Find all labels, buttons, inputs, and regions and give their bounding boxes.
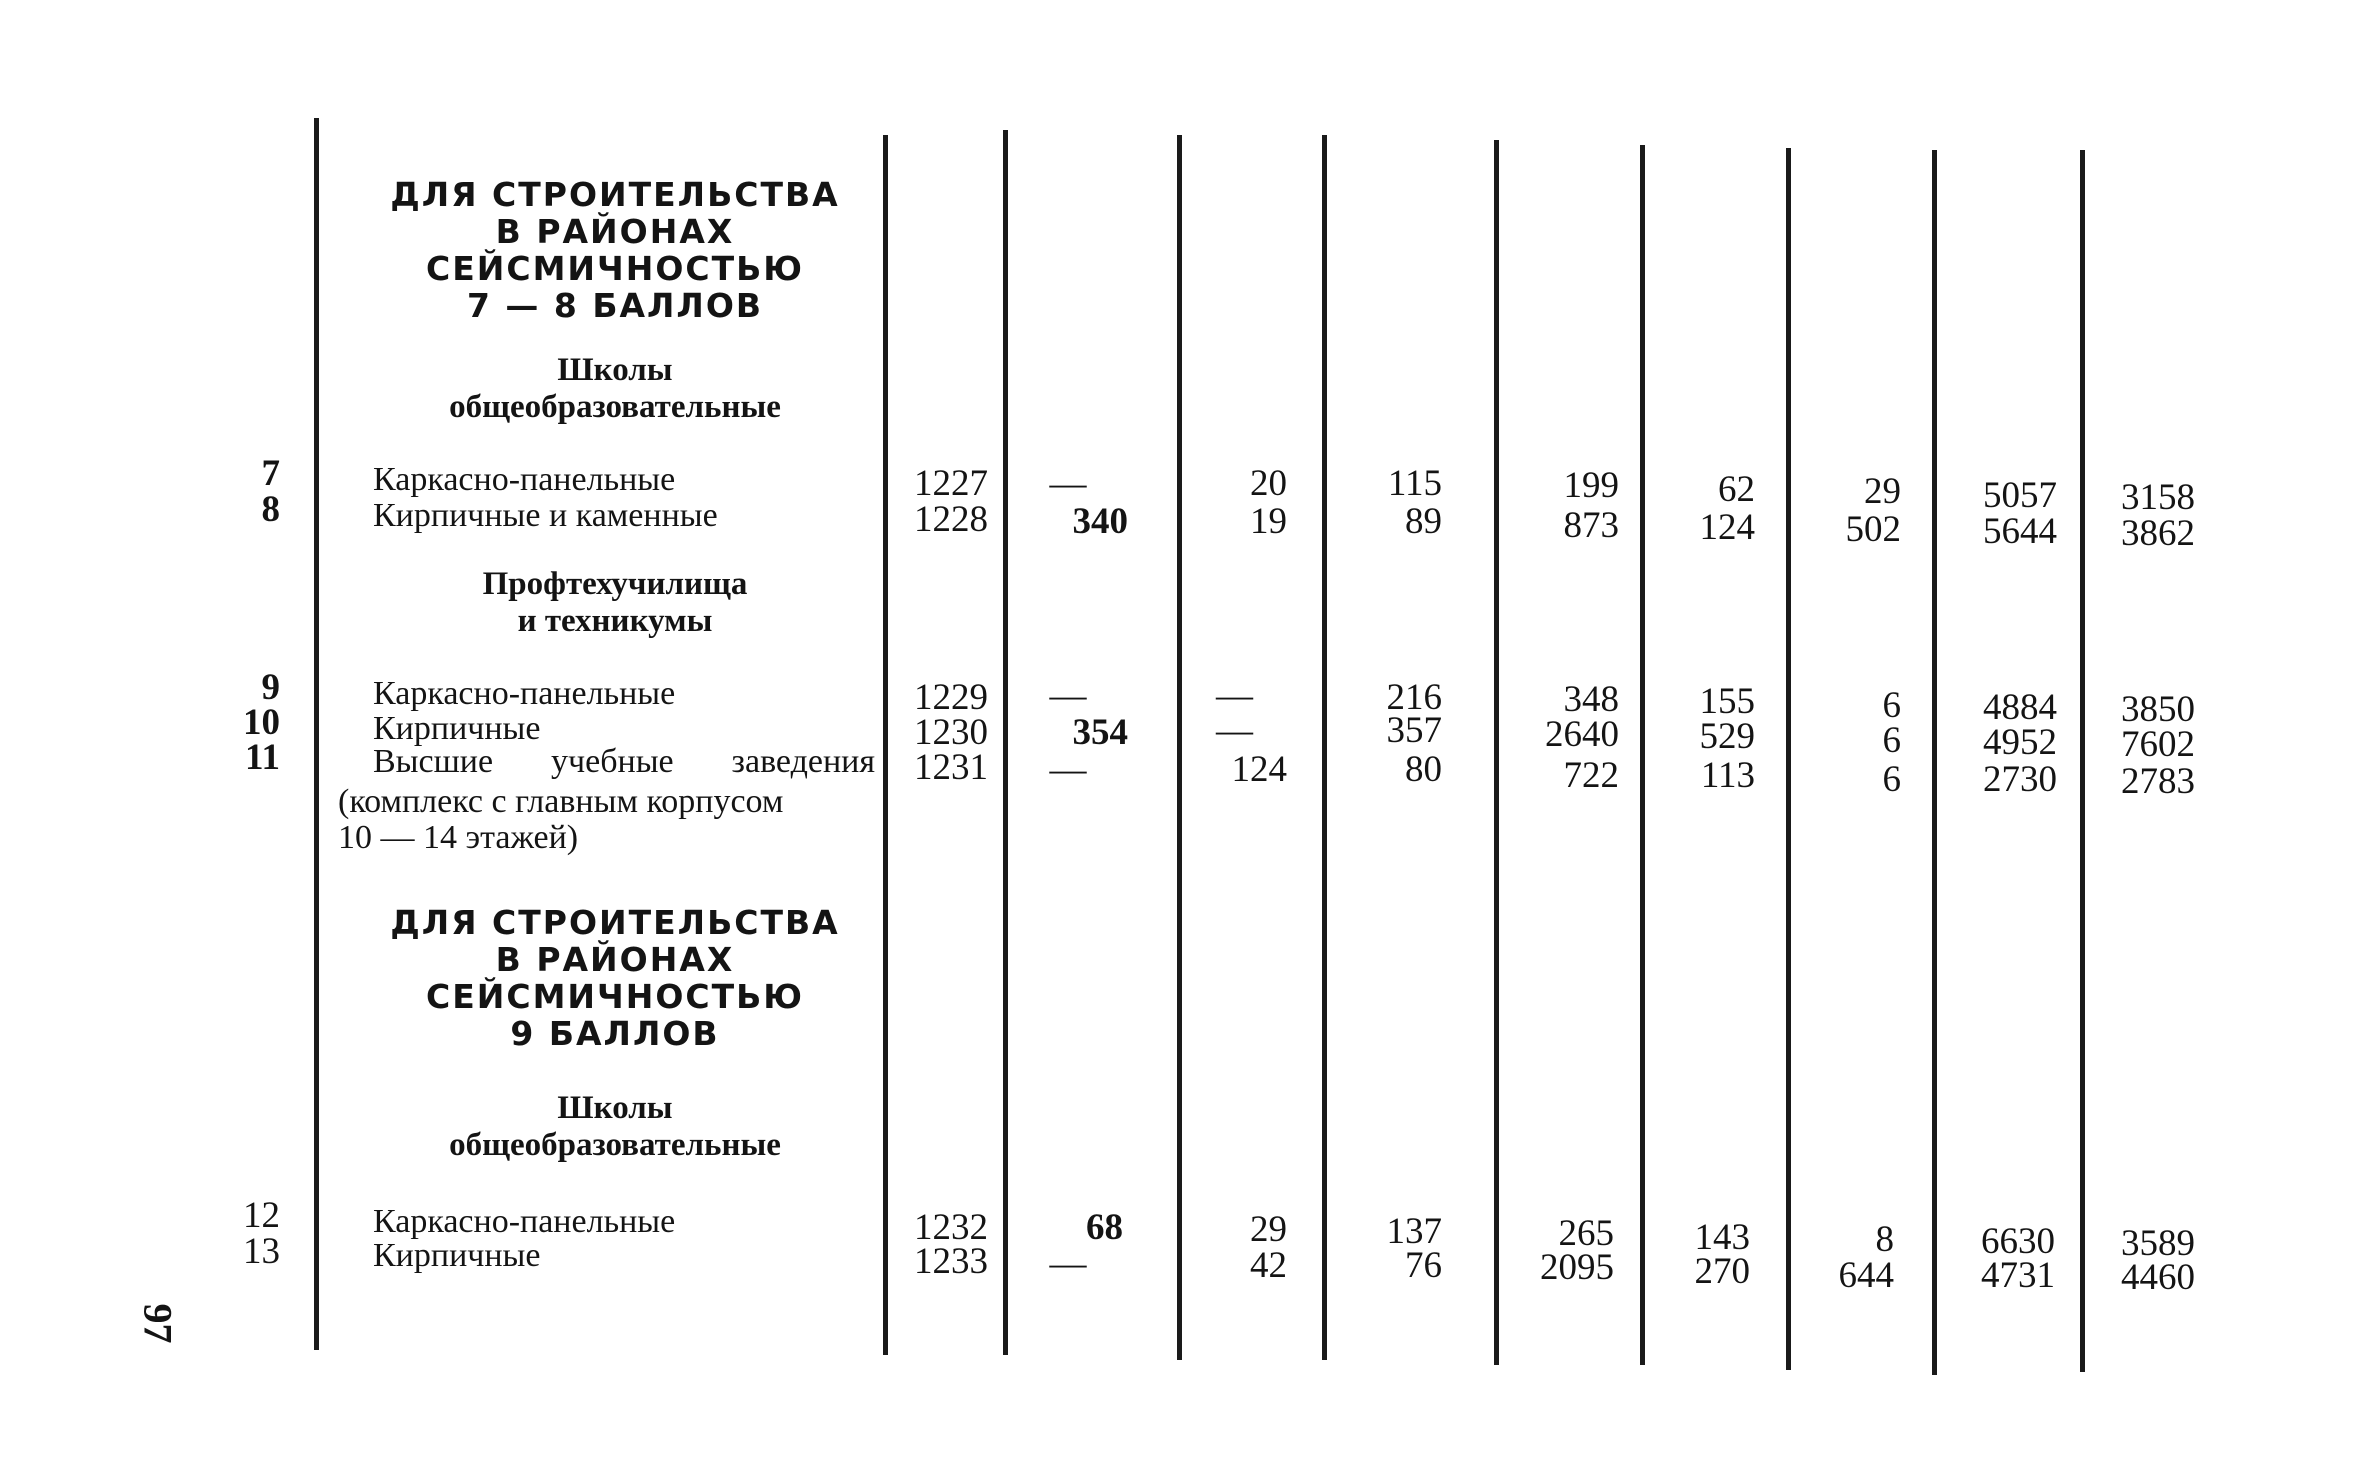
text-line: (комплекс с главным корпусом: [338, 783, 784, 820]
table-cell: 2640: [1545, 714, 1619, 755]
table-cell: 42: [1250, 1245, 1287, 1286]
text-line: и техникумы: [517, 603, 713, 639]
row-label: Кирпичные: [373, 1237, 541, 1274]
row-number: 9: [261, 667, 280, 708]
table-cell: 6: [1882, 759, 1901, 800]
text-line: ДЛЯ СТРОИТЕЛЬСТВА: [390, 175, 840, 214]
table-cell: —: [1049, 1243, 1087, 1284]
table-cell: 62: [1718, 469, 1755, 510]
table-cell: 2783: [2121, 761, 2195, 802]
row-number: 7: [261, 453, 280, 494]
table-cell: —: [1049, 675, 1087, 716]
table-cell: 80: [1405, 749, 1442, 790]
table-cell: —: [1049, 463, 1087, 504]
table-cell: 1228: [914, 499, 988, 540]
table-cell: 1231: [914, 747, 988, 788]
table-cell: 19: [1250, 501, 1287, 542]
text-line: 9 БАЛЛОВ: [510, 1014, 720, 1053]
table-cell: 4460: [2121, 1257, 2195, 1298]
table-cell: 3850: [2121, 689, 2195, 730]
table-cell: 89: [1405, 501, 1442, 542]
table-cell: 348: [1563, 679, 1619, 720]
table-cell: 3862: [2121, 513, 2195, 554]
table-cell: —: [1049, 749, 1087, 790]
table-cell: 340: [1072, 501, 1128, 542]
table-cell: —: [1216, 710, 1253, 751]
table-cell: 2095: [1540, 1247, 1614, 1288]
table-cell: 3158: [2121, 477, 2195, 518]
table-cell: 76: [1405, 1245, 1442, 1286]
row-number: 13: [243, 1231, 280, 1272]
table-cell: 354: [1072, 712, 1128, 753]
table-cell: 1232: [914, 1207, 988, 1248]
table-cell: 1230: [914, 712, 988, 753]
table-cell: —: [1216, 675, 1253, 716]
row-number: 8: [261, 489, 280, 530]
section-heading: [320, 904, 910, 1052]
table-cell: 8: [1875, 1219, 1894, 1260]
table-cell: 5644: [1983, 511, 2057, 552]
table-cell: 29: [1864, 471, 1901, 512]
row-number: 12: [243, 1195, 280, 1236]
table-cell: 68: [1086, 1207, 1123, 1248]
row-label: Высшие учебные заведения: [373, 743, 875, 780]
table-cell: 199: [1563, 465, 1619, 506]
text-line: 7 — 8 БАЛЛОВ: [466, 286, 764, 325]
table-cell: 722: [1563, 755, 1619, 796]
table-cell: 137: [1386, 1211, 1442, 1252]
table-cell: 6: [1882, 720, 1901, 761]
table-cell: 216: [1386, 677, 1442, 718]
text-line: Школы: [557, 352, 673, 388]
text-line: СЕЙСМИЧНОСТЬЮ: [425, 249, 804, 288]
table-cell: 529: [1699, 716, 1755, 757]
table-cell: 155: [1699, 681, 1755, 722]
group-title: [320, 1090, 910, 1164]
page-number: 97: [135, 1303, 181, 1344]
table-cell: 4884: [1983, 687, 2057, 728]
row-label: Кирпичные и каменные: [373, 497, 718, 534]
text-line: общеобразовательные: [449, 389, 781, 425]
table-cell: 124: [1231, 749, 1287, 790]
table-cell: 270: [1694, 1251, 1750, 1292]
table-cell: 143: [1694, 1217, 1750, 1258]
table-cell: 265: [1558, 1213, 1614, 1254]
table-cell: 113: [1700, 755, 1755, 796]
text-line: В РАЙОНАХ: [495, 212, 735, 251]
text-line: Профтехучилища: [482, 566, 748, 602]
table-cell: 4731: [1981, 1255, 2055, 1296]
table-cell: 20: [1250, 463, 1287, 504]
table-cell: 2730: [1983, 759, 2057, 800]
text-line: общеобразовательные: [449, 1127, 781, 1163]
row-label: Каркасно-панельные: [373, 461, 676, 498]
table-cell: 1227: [914, 463, 988, 504]
table-cell: 5057: [1983, 475, 2057, 516]
table-cell: 4952: [1983, 722, 2057, 763]
table-cell: 644: [1838, 1255, 1894, 1296]
text-line: 10 — 14 этажей): [338, 819, 579, 856]
table-cell: 502: [1845, 509, 1901, 550]
group-title: [320, 352, 910, 426]
text-line: В РАЙОНАХ: [495, 940, 735, 979]
table-cell: 7602: [2121, 724, 2195, 765]
table-cell: 873: [1563, 505, 1619, 546]
table-cell: 115: [1387, 463, 1442, 504]
table-cell: 29: [1250, 1209, 1287, 1250]
row-label: Кирпичные: [373, 710, 541, 747]
text-line: ДЛЯ СТРОИТЕЛЬСТВА: [390, 903, 840, 942]
row-label: Каркасно-панельные: [373, 1203, 676, 1240]
table-cell: 6630: [1981, 1221, 2055, 1262]
table-cell: 357: [1386, 710, 1442, 751]
text-line: Школы: [557, 1090, 673, 1126]
row-label: Каркасно-панельные: [373, 675, 676, 712]
row-number: 11: [245, 737, 280, 778]
row-label-continuation: [338, 784, 878, 856]
table-cell: 1229: [914, 677, 988, 718]
table-cell: 1233: [914, 1241, 988, 1282]
table-cell: 3589: [2121, 1223, 2195, 1264]
table-cell: 124: [1699, 507, 1755, 548]
section-heading: [320, 176, 910, 324]
row-number: 10: [243, 702, 280, 743]
table-cell: 6: [1882, 685, 1901, 726]
text-line: СЕЙСМИЧНОСТЬЮ: [425, 977, 804, 1016]
group-title: [320, 566, 910, 640]
